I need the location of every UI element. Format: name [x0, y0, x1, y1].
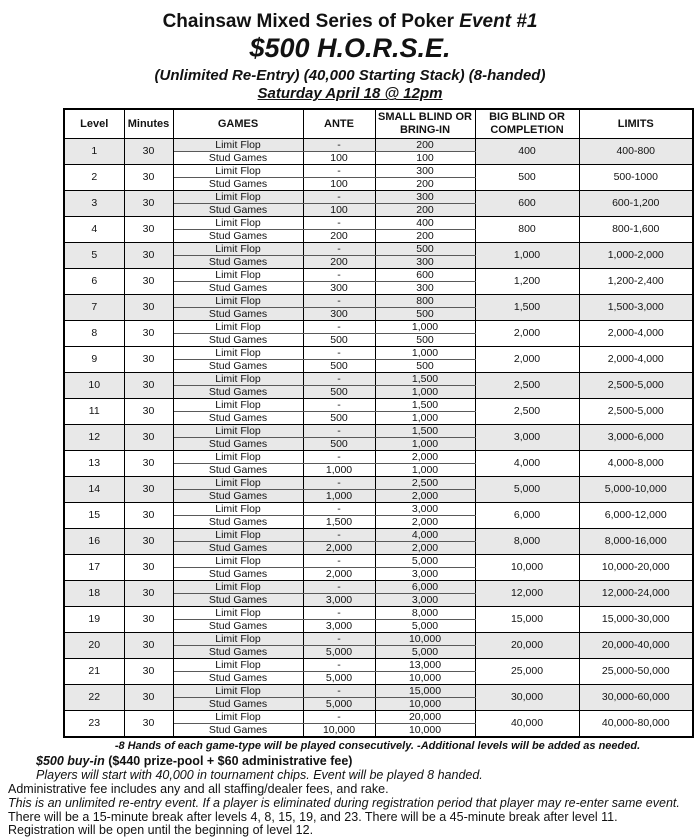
- table-header-row: [64, 109, 693, 139]
- stud-ante-cell: 10,000: [303, 724, 375, 738]
- minutes-cell: 30: [124, 633, 173, 659]
- table-footnote: -8 Hands of each game-type will be played consecutively. -Additional levels will be added as needed.: [114, 740, 641, 753]
- level-cell: 11: [64, 399, 124, 425]
- limits-cell: 2,500-5,000: [579, 373, 693, 399]
- page-title: [0, 11, 700, 32]
- limits-cell: 1,500-3,000: [579, 295, 693, 321]
- game-stud-cell: Stud Games: [173, 464, 303, 477]
- level-row-limit-flop: [64, 659, 693, 672]
- col-header-big-blind: BIG BLIND OR COMPLETION: [475, 109, 579, 139]
- limit-flop-small-blind-cell: 300: [375, 191, 475, 204]
- game-limit-flop-cell: Limit Flop: [173, 529, 303, 542]
- notes-block: [0, 755, 700, 838]
- limits-cell: 4,000-8,000: [579, 451, 693, 477]
- level-row-limit-flop: [64, 711, 693, 724]
- level-cell: 4: [64, 217, 124, 243]
- level-cell: 1: [64, 139, 124, 165]
- game-limit-flop-cell: Limit Flop: [173, 555, 303, 568]
- big-blind-cell: 600: [475, 191, 579, 217]
- game-limit-flop-cell: Limit Flop: [173, 165, 303, 178]
- col-header-limits: LIMITS: [579, 109, 693, 139]
- limit-flop-small-blind-cell: 13,000: [375, 659, 475, 672]
- limits-cell: 400-800: [579, 139, 693, 165]
- note-buyin-breakdown: ($440 prize-pool + $60 administrative fee): [104, 754, 353, 769]
- stud-small-blind-cell: 10,000: [375, 724, 475, 738]
- limit-flop-ante-cell: -: [303, 373, 375, 386]
- limit-flop-small-blind-cell: 200: [375, 139, 475, 152]
- game-stud-cell: Stud Games: [173, 672, 303, 685]
- game-limit-flop-cell: Limit Flop: [173, 607, 303, 620]
- limits-cell: 12,000-24,000: [579, 581, 693, 607]
- col-header-games: GAMES: [173, 109, 303, 139]
- stud-ante-cell: 2,000: [303, 568, 375, 581]
- limit-flop-ante-cell: -: [303, 243, 375, 256]
- game-limit-flop-cell: Limit Flop: [173, 659, 303, 672]
- minutes-cell: 30: [124, 659, 173, 685]
- note-registration: Registration will be open until the beginning of level 12.: [8, 823, 314, 838]
- minutes-cell: 30: [124, 373, 173, 399]
- big-blind-cell: 1,500: [475, 295, 579, 321]
- minutes-cell: 30: [124, 399, 173, 425]
- game-stud-cell: Stud Games: [173, 646, 303, 659]
- limits-cell: 800-1,600: [579, 217, 693, 243]
- level-cell: 10: [64, 373, 124, 399]
- stud-small-blind-cell: 3,000: [375, 568, 475, 581]
- stud-ante-cell: 100: [303, 152, 375, 165]
- game-limit-flop-cell: Limit Flop: [173, 321, 303, 334]
- big-blind-cell: 25,000: [475, 659, 579, 685]
- limits-cell: 20,000-40,000: [579, 633, 693, 659]
- game-stud-cell: Stud Games: [173, 438, 303, 451]
- big-blind-cell: 6,000: [475, 503, 579, 529]
- limit-flop-ante-cell: -: [303, 191, 375, 204]
- limit-flop-ante-cell: -: [303, 659, 375, 672]
- limit-flop-ante-cell: -: [303, 347, 375, 360]
- game-stud-cell: Stud Games: [173, 282, 303, 295]
- limit-flop-ante-cell: -: [303, 451, 375, 464]
- game-stud-cell: Stud Games: [173, 724, 303, 738]
- limit-flop-ante-cell: -: [303, 711, 375, 724]
- limits-cell: 1,000-2,000: [579, 243, 693, 269]
- minutes-cell: 30: [124, 243, 173, 269]
- stud-small-blind-cell: 200: [375, 204, 475, 217]
- minutes-cell: 30: [124, 451, 173, 477]
- col-header-minutes: Minutes: [124, 109, 173, 139]
- level-cell: 14: [64, 477, 124, 503]
- level-cell: 6: [64, 269, 124, 295]
- big-blind-cell: 500: [475, 165, 579, 191]
- title-event-number: Event #1: [459, 11, 538, 32]
- level-cell: 21: [64, 659, 124, 685]
- level-row-limit-flop: [64, 165, 693, 178]
- game-limit-flop-cell: Limit Flop: [173, 217, 303, 230]
- stud-ante-cell: 100: [303, 204, 375, 217]
- game-stud-cell: Stud Games: [173, 516, 303, 529]
- game-limit-flop-cell: Limit Flop: [173, 685, 303, 698]
- limit-flop-small-blind-cell: 1,500: [375, 399, 475, 412]
- stud-ante-cell: 300: [303, 282, 375, 295]
- limits-cell: 25,000-50,000: [579, 659, 693, 685]
- limits-cell: 2,500-5,000: [579, 399, 693, 425]
- stud-ante-cell: 1,000: [303, 464, 375, 477]
- stud-small-blind-cell: 500: [375, 308, 475, 321]
- header-block: [0, 0, 700, 103]
- game-limit-flop-cell: Limit Flop: [173, 581, 303, 594]
- stud-small-blind-cell: 2,000: [375, 516, 475, 529]
- limits-cell: 15,000-30,000: [579, 607, 693, 633]
- game-limit-flop-cell: Limit Flop: [173, 347, 303, 360]
- game-limit-flop-cell: Limit Flop: [173, 711, 303, 724]
- minutes-cell: 30: [124, 165, 173, 191]
- stud-small-blind-cell: 3,000: [375, 594, 475, 607]
- minutes-cell: 30: [124, 685, 173, 711]
- game-limit-flop-cell: Limit Flop: [173, 295, 303, 308]
- stud-small-blind-cell: 300: [375, 282, 475, 295]
- big-blind-cell: 2,000: [475, 347, 579, 373]
- game-limit-flop-cell: Limit Flop: [173, 191, 303, 204]
- level-cell: 18: [64, 581, 124, 607]
- limit-flop-small-blind-cell: 500: [375, 243, 475, 256]
- big-blind-cell: 5,000: [475, 477, 579, 503]
- limits-cell: 5,000-10,000: [579, 477, 693, 503]
- level-cell: 20: [64, 633, 124, 659]
- big-blind-cell: 2,500: [475, 399, 579, 425]
- limits-cell: 40,000-80,000: [579, 711, 693, 738]
- big-blind-cell: 30,000: [475, 685, 579, 711]
- game-limit-flop-cell: Limit Flop: [173, 477, 303, 490]
- game-limit-flop-cell: Limit Flop: [173, 425, 303, 438]
- limit-flop-ante-cell: -: [303, 607, 375, 620]
- game-stud-cell: Stud Games: [173, 412, 303, 425]
- stud-ante-cell: 100: [303, 178, 375, 191]
- game-limit-flop-cell: Limit Flop: [173, 139, 303, 152]
- stud-ante-cell: 500: [303, 412, 375, 425]
- minutes-cell: 30: [124, 425, 173, 451]
- level-cell: 22: [64, 685, 124, 711]
- big-blind-cell: 2,000: [475, 321, 579, 347]
- stud-small-blind-cell: 1,000: [375, 464, 475, 477]
- note-admin-fee: Administrative fee includes any and all staffing/dealer fees, and rake.: [8, 782, 389, 797]
- big-blind-cell: 1,000: [475, 243, 579, 269]
- stud-small-blind-cell: 1,000: [375, 438, 475, 451]
- limits-cell: 30,000-60,000: [579, 685, 693, 711]
- stud-small-blind-cell: 200: [375, 178, 475, 191]
- big-blind-cell: 3,000: [475, 425, 579, 451]
- limit-flop-ante-cell: -: [303, 477, 375, 490]
- stud-small-blind-cell: 300: [375, 256, 475, 269]
- stud-small-blind-cell: 1,000: [375, 412, 475, 425]
- level-row-limit-flop: [64, 399, 693, 412]
- minutes-cell: 30: [124, 321, 173, 347]
- level-row-limit-flop: [64, 529, 693, 542]
- limit-flop-ante-cell: -: [303, 503, 375, 516]
- level-cell: 17: [64, 555, 124, 581]
- limit-flop-ante-cell: -: [303, 425, 375, 438]
- note-breaks: There will be a 15-minute break after levels 4, 8, 15, 19, and 23. There will be a 45-minute break after level 11.: [8, 809, 618, 824]
- level-row-limit-flop: [64, 581, 693, 594]
- limits-cell: 6,000-12,000: [579, 503, 693, 529]
- stud-ante-cell: 500: [303, 360, 375, 373]
- limit-flop-ante-cell: -: [303, 555, 375, 568]
- game-stud-cell: Stud Games: [173, 594, 303, 607]
- limit-flop-ante-cell: -: [303, 269, 375, 282]
- game-stud-cell: Stud Games: [173, 490, 303, 503]
- limits-cell: 600-1,200: [579, 191, 693, 217]
- game-stud-cell: Stud Games: [173, 334, 303, 347]
- stud-ante-cell: 5,000: [303, 646, 375, 659]
- level-cell: 19: [64, 607, 124, 633]
- note-starting-chips: Players will start with 40,000 in tournament chips. Event will be played 8 handed.: [36, 768, 483, 783]
- game-stud-cell: Stud Games: [173, 204, 303, 217]
- level-cell: 16: [64, 529, 124, 555]
- game-stud-cell: Stud Games: [173, 360, 303, 373]
- level-row-limit-flop: [64, 295, 693, 308]
- big-blind-cell: 10,000: [475, 555, 579, 581]
- level-cell: 12: [64, 425, 124, 451]
- level-row-limit-flop: [64, 269, 693, 282]
- level-cell: 13: [64, 451, 124, 477]
- limit-flop-small-blind-cell: 600: [375, 269, 475, 282]
- note-buyin-amount: $500 buy-in: [36, 754, 105, 769]
- limit-flop-ante-cell: -: [303, 217, 375, 230]
- stud-ante-cell: 2,000: [303, 542, 375, 555]
- level-row-limit-flop: [64, 243, 693, 256]
- level-cell: 7: [64, 295, 124, 321]
- big-blind-cell: 20,000: [475, 633, 579, 659]
- minutes-cell: 30: [124, 191, 173, 217]
- level-row-limit-flop: [64, 139, 693, 152]
- big-blind-cell: 40,000: [475, 711, 579, 738]
- stud-small-blind-cell: 2,000: [375, 490, 475, 503]
- game-limit-flop-cell: Limit Flop: [173, 503, 303, 516]
- stud-ante-cell: 300: [303, 308, 375, 321]
- level-cell: 2: [64, 165, 124, 191]
- limit-flop-small-blind-cell: 5,000: [375, 555, 475, 568]
- minutes-cell: 30: [124, 503, 173, 529]
- limit-flop-small-blind-cell: 10,000: [375, 633, 475, 646]
- level-row-limit-flop: [64, 451, 693, 464]
- limit-flop-small-blind-cell: 4,000: [375, 529, 475, 542]
- stud-ante-cell: 3,000: [303, 620, 375, 633]
- game-limit-flop-cell: Limit Flop: [173, 451, 303, 464]
- limit-flop-small-blind-cell: 400: [375, 217, 475, 230]
- minutes-cell: 30: [124, 347, 173, 373]
- limit-flop-small-blind-cell: 800: [375, 295, 475, 308]
- level-row-limit-flop: [64, 373, 693, 386]
- minutes-cell: 30: [124, 139, 173, 165]
- stud-ante-cell: 5,000: [303, 672, 375, 685]
- game-limit-flop-cell: Limit Flop: [173, 243, 303, 256]
- minutes-cell: 30: [124, 529, 173, 555]
- level-row-limit-flop: [64, 685, 693, 698]
- level-cell: 8: [64, 321, 124, 347]
- stud-ante-cell: 1,000: [303, 490, 375, 503]
- stud-ante-cell: 500: [303, 334, 375, 347]
- minutes-cell: 30: [124, 477, 173, 503]
- limits-cell: 8,000-16,000: [579, 529, 693, 555]
- level-row-limit-flop: [64, 217, 693, 230]
- big-blind-cell: 4,000: [475, 451, 579, 477]
- big-blind-cell: 1,200: [475, 269, 579, 295]
- limits-cell: 500-1000: [579, 165, 693, 191]
- game-stud-cell: Stud Games: [173, 386, 303, 399]
- game-stud-cell: Stud Games: [173, 568, 303, 581]
- limit-flop-small-blind-cell: 1,500: [375, 373, 475, 386]
- limit-flop-ante-cell: -: [303, 321, 375, 334]
- limit-flop-small-blind-cell: 1,500: [375, 425, 475, 438]
- limit-flop-small-blind-cell: 2,500: [375, 477, 475, 490]
- stud-small-blind-cell: 100: [375, 152, 475, 165]
- limit-flop-ante-cell: -: [303, 399, 375, 412]
- level-row-limit-flop: [64, 321, 693, 334]
- limit-flop-small-blind-cell: 1,000: [375, 347, 475, 360]
- stud-ante-cell: 200: [303, 230, 375, 243]
- level-row-limit-flop: [64, 191, 693, 204]
- stud-small-blind-cell: 200: [375, 230, 475, 243]
- limit-flop-small-blind-cell: 2,000: [375, 451, 475, 464]
- game-stud-cell: Stud Games: [173, 256, 303, 269]
- big-blind-cell: 2,500: [475, 373, 579, 399]
- minutes-cell: 30: [124, 607, 173, 633]
- limits-cell: 3,000-6,000: [579, 425, 693, 451]
- stud-ante-cell: 200: [303, 256, 375, 269]
- stud-small-blind-cell: 10,000: [375, 672, 475, 685]
- game-stud-cell: Stud Games: [173, 698, 303, 711]
- level-row-limit-flop: [64, 477, 693, 490]
- note-buyin: [36, 755, 700, 769]
- col-header-level: Level: [64, 109, 124, 139]
- event-details: (Unlimited Re-Entry) (40,000 Starting Stack) (8-handed): [154, 66, 546, 84]
- limits-cell: 10,000-20,000: [579, 555, 693, 581]
- big-blind-cell: 15,000: [475, 607, 579, 633]
- event-datetime: Saturday April 18 @ 12pm: [257, 85, 443, 103]
- game-limit-flop-cell: Limit Flop: [173, 633, 303, 646]
- limits-cell: 2,000-4,000: [579, 347, 693, 373]
- minutes-cell: 30: [124, 269, 173, 295]
- level-row-limit-flop: [64, 503, 693, 516]
- stud-small-blind-cell: 500: [375, 360, 475, 373]
- limit-flop-small-blind-cell: 8,000: [375, 607, 475, 620]
- game-stud-cell: Stud Games: [173, 620, 303, 633]
- stud-ante-cell: 500: [303, 386, 375, 399]
- note-reentry: This is an unlimited re-entry event. If a player is eliminated during registration period that player may re-enter same event.: [8, 795, 680, 810]
- level-cell: 3: [64, 191, 124, 217]
- limit-flop-ante-cell: -: [303, 633, 375, 646]
- minutes-cell: 30: [124, 581, 173, 607]
- limit-flop-small-blind-cell: 6,000: [375, 581, 475, 594]
- limit-flop-small-blind-cell: 300: [375, 165, 475, 178]
- stud-small-blind-cell: 2,000: [375, 542, 475, 555]
- stud-small-blind-cell: 10,000: [375, 698, 475, 711]
- stud-small-blind-cell: 5,000: [375, 620, 475, 633]
- limit-flop-ante-cell: -: [303, 529, 375, 542]
- big-blind-cell: 8,000: [475, 529, 579, 555]
- limit-flop-ante-cell: -: [303, 295, 375, 308]
- stud-small-blind-cell: 5,000: [375, 646, 475, 659]
- limit-flop-ante-cell: -: [303, 165, 375, 178]
- limit-flop-small-blind-cell: 15,000: [375, 685, 475, 698]
- event-subtitle: $500 H.O.R.S.E.: [249, 33, 451, 64]
- limits-cell: 1,200-2,400: [579, 269, 693, 295]
- big-blind-cell: 800: [475, 217, 579, 243]
- game-stud-cell: Stud Games: [173, 308, 303, 321]
- stud-ante-cell: 3,000: [303, 594, 375, 607]
- limit-flop-ante-cell: -: [303, 685, 375, 698]
- structure-table-body: [64, 139, 693, 738]
- minutes-cell: 30: [124, 555, 173, 581]
- stud-ante-cell: 5,000: [303, 698, 375, 711]
- level-cell: 15: [64, 503, 124, 529]
- limit-flop-ante-cell: -: [303, 581, 375, 594]
- limit-flop-ante-cell: -: [303, 139, 375, 152]
- game-limit-flop-cell: Limit Flop: [173, 399, 303, 412]
- minutes-cell: 30: [124, 295, 173, 321]
- game-limit-flop-cell: Limit Flop: [173, 269, 303, 282]
- level-row-limit-flop: [64, 347, 693, 360]
- level-cell: 23: [64, 711, 124, 738]
- col-header-small-blind: SMALL BLIND OR BRING-IN: [375, 109, 475, 139]
- limit-flop-small-blind-cell: 20,000: [375, 711, 475, 724]
- game-stud-cell: Stud Games: [173, 178, 303, 191]
- stud-ante-cell: 1,500: [303, 516, 375, 529]
- level-row-limit-flop: [64, 555, 693, 568]
- level-cell: 5: [64, 243, 124, 269]
- structure-table: [63, 108, 694, 738]
- minutes-cell: 30: [124, 217, 173, 243]
- level-row-limit-flop: [64, 607, 693, 620]
- stud-ante-cell: 500: [303, 438, 375, 451]
- level-row-limit-flop: [64, 425, 693, 438]
- minutes-cell: 30: [124, 711, 173, 738]
- game-stud-cell: Stud Games: [173, 152, 303, 165]
- stud-small-blind-cell: 1,000: [375, 386, 475, 399]
- game-stud-cell: Stud Games: [173, 230, 303, 243]
- stud-small-blind-cell: 500: [375, 334, 475, 347]
- title-series: Chainsaw Mixed Series of Poker: [162, 11, 460, 32]
- limit-flop-small-blind-cell: 1,000: [375, 321, 475, 334]
- big-blind-cell: 400: [475, 139, 579, 165]
- game-stud-cell: Stud Games: [173, 542, 303, 555]
- big-blind-cell: 12,000: [475, 581, 579, 607]
- limit-flop-small-blind-cell: 3,000: [375, 503, 475, 516]
- level-row-limit-flop: [64, 633, 693, 646]
- col-header-ante: ANTE: [303, 109, 375, 139]
- game-limit-flop-cell: Limit Flop: [173, 373, 303, 386]
- limits-cell: 2,000-4,000: [579, 321, 693, 347]
- level-cell: 9: [64, 347, 124, 373]
